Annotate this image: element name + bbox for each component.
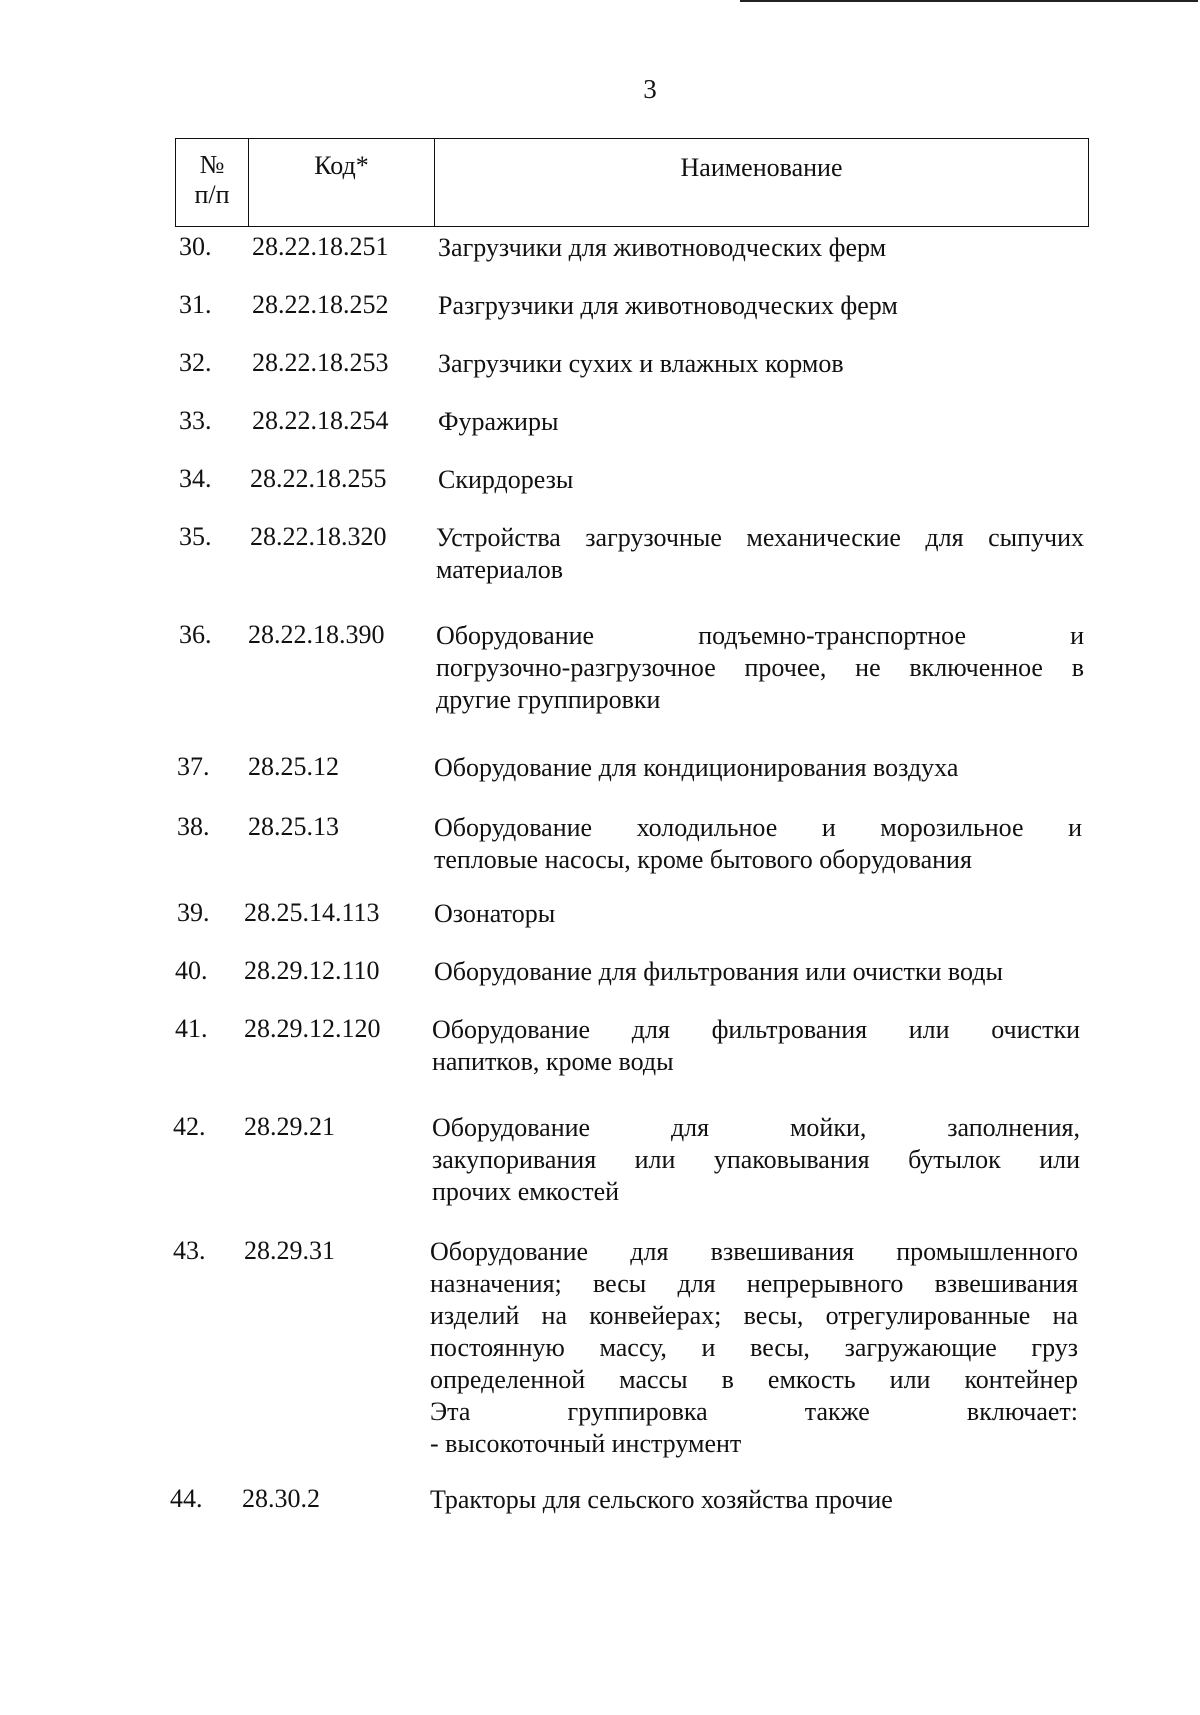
- row-code: 28.22.18.252: [252, 290, 389, 319]
- row-number: 31.: [179, 290, 212, 319]
- row-code: 28.22.18.253: [252, 348, 389, 377]
- row-number: 35.: [179, 522, 212, 551]
- row-name-line: тепловые насосы, кроме бытового оборудования: [434, 845, 972, 874]
- row-code: 28.30.2: [242, 1484, 320, 1513]
- row-name-line: Устройства загрузочные механические для сыпучих: [436, 523, 1084, 552]
- row-name: [434, 752, 1082, 784]
- row-name-line: Тракторы для сельского хозяйства прочие: [430, 1485, 893, 1514]
- row-number: 36.: [179, 620, 212, 649]
- row-name-line: погрузочно-разгрузочное прочее, не включенное в: [436, 653, 1084, 682]
- row-number: 38.: [177, 812, 210, 841]
- row-name-line: Оборудование для фильтрования или очистки: [432, 1015, 1080, 1044]
- row-number: 44.: [170, 1484, 203, 1513]
- row-number: 40.: [175, 956, 208, 985]
- row-name-line: Разгрузчики для животноводческих ферм: [438, 291, 898, 320]
- row-name-line: материалов: [436, 555, 563, 584]
- row-name-line: закупоривания или упаковывания бутылок или: [432, 1145, 1080, 1174]
- row-number: 37.: [177, 752, 210, 781]
- row-number: 43.: [173, 1236, 206, 1265]
- row-name-line: Загрузчики для животноводческих ферм: [438, 233, 887, 262]
- row-code: 28.22.18.390: [248, 620, 385, 649]
- row-name: [430, 1236, 1078, 1460]
- row-name-line: Озонаторы: [434, 899, 556, 928]
- row-code: 28.25.14.113: [244, 898, 380, 927]
- page-number: 3: [643, 74, 657, 104]
- row-number: 32.: [179, 348, 212, 377]
- row-code: 28.29.31: [244, 1236, 335, 1265]
- row-code: 28.22.18.320: [250, 522, 387, 551]
- row-code: 28.29.12.110: [244, 956, 380, 985]
- row-number: 42.: [173, 1112, 206, 1141]
- row-number: 41.: [175, 1014, 208, 1043]
- row-name-line: Оборудование для фильтрования или очистки воды: [434, 957, 1003, 986]
- row-name: [434, 812, 1082, 876]
- header-name: Наименование: [680, 153, 843, 182]
- row-code: 28.22.18.251: [252, 232, 389, 261]
- row-name: [436, 522, 1084, 586]
- header-number-label: № п/п: [194, 150, 230, 209]
- row-name-line: Фуражиры: [438, 407, 559, 436]
- row-name: [438, 348, 1086, 380]
- row-name-line: изделий на конвейерах; весы, отрегулированные на: [430, 1301, 1078, 1330]
- row-name: [434, 956, 1082, 988]
- row-name: [438, 290, 1086, 322]
- row-name-line: Оборудование для кондиционирования воздуха: [434, 753, 959, 782]
- row-code: 28.25.12: [248, 752, 339, 781]
- row-name-line: другие группировки: [436, 685, 661, 714]
- row-name-line: Скирдорезы: [438, 465, 574, 494]
- row-code: 28.29.21: [244, 1112, 335, 1141]
- row-name-line: Оборудование холодильное и морозильное и: [434, 813, 1082, 842]
- row-number: 33.: [179, 406, 212, 435]
- row-code: 28.25.13: [248, 812, 339, 841]
- row-code: 28.22.18.254: [252, 406, 389, 435]
- row-number: 39.: [177, 898, 210, 927]
- top-rule: [740, 0, 1198, 2]
- header-number: [176, 139, 249, 226]
- row-name-line: Оборудование подъемно-транспортное и: [436, 621, 1084, 650]
- row-name-line: напитков, кроме воды: [432, 1047, 674, 1076]
- row-code: 28.22.18.255: [250, 464, 387, 493]
- row-number: 30.: [179, 232, 212, 261]
- row-name-line: Оборудование для взвешивания промышленного: [430, 1237, 1078, 1266]
- row-name-line: определенной массы в емкость или контейнер: [430, 1365, 1078, 1394]
- row-name-line: Эта группировка также включает:: [430, 1397, 1078, 1426]
- row-name-line: назначения; весы для непрерывного взвешивания: [430, 1269, 1078, 1298]
- row-name-line: Оборудование для мойки, заполнения,: [432, 1113, 1080, 1142]
- row-name: [438, 406, 1086, 438]
- row-name-line: постоянную массу, и весы, загружающие груз: [430, 1333, 1078, 1362]
- row-name-line: Загрузчики сухих и влажных кормов: [438, 349, 844, 378]
- row-name-line: - высокоточный инструмент: [430, 1429, 742, 1458]
- table-header: [175, 138, 1089, 227]
- row-name: [430, 1484, 1078, 1516]
- row-name: [434, 898, 1082, 930]
- row-code: 28.29.12.120: [244, 1014, 381, 1043]
- row-name: [432, 1112, 1080, 1208]
- row-name-line: прочих емкостей: [432, 1177, 620, 1206]
- row-name: [438, 232, 1086, 264]
- header-code: Код*: [249, 139, 435, 226]
- row-number: 34.: [179, 464, 212, 493]
- row-name: [438, 464, 1086, 496]
- row-name: [432, 1014, 1080, 1078]
- row-name: [436, 620, 1084, 716]
